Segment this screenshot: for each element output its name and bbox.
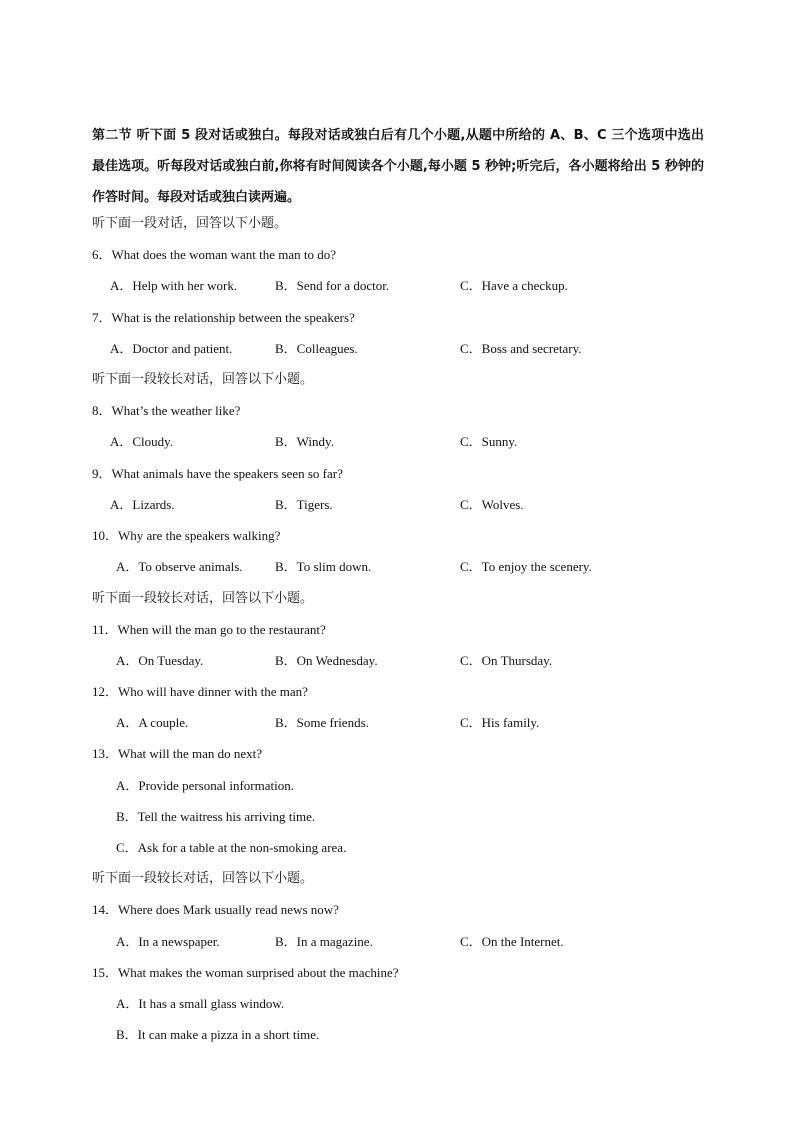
- question-8-stem: 8．What’s the weather like?: [92, 403, 241, 418]
- question-11-option-c: C．On Thursday.: [460, 653, 553, 668]
- question-14-option-a: A．In a newspaper.: [116, 934, 220, 949]
- question-6-option-c: C．Have a checkup.: [460, 278, 568, 293]
- question-12-option-c: C．His family.: [460, 715, 540, 730]
- section-heading: 第二节 听下面 5 段对话或独白。每段对话或独白后有几个小题,从题中所给的 A、B、C 三个选项中选出最佳选项。听每段对话或独白前,你将有时间阅读各个小题,每小题 5 秒钟;听完后，各小题将给出 5 秒钟的作答时间。每段对话或独白读两遍。: [92, 128, 704, 205]
- question-7-stem: 7．What is the relationship between the speakers?: [92, 310, 355, 325]
- instruction-4: 听下面一段较长对话，回答以下小题。: [92, 871, 314, 886]
- question-10-option-a: A．To observe animals.: [116, 559, 243, 574]
- question-15-stem: 15．What makes the woman surprised about the machine?: [92, 965, 399, 980]
- question-6-stem: 6．What does the woman want the man to do?: [92, 247, 337, 262]
- question-9-option-a: A．Lizards.: [110, 497, 175, 512]
- question-15-option-a: A．It has a small glass window.: [116, 996, 285, 1011]
- question-6-option-a: A．Help with her work.: [110, 278, 238, 293]
- instruction-3: 听下面一段较长对话，回答以下小题。: [92, 591, 314, 606]
- question-7-option-c: C．Boss and secretary.: [460, 341, 582, 356]
- question-11-option-b: B．On Wednesday.: [275, 653, 378, 668]
- question-11-stem: 11．When will the man go to the restaurant?: [92, 622, 326, 637]
- question-14-option-c: C．On the Internet.: [460, 934, 564, 949]
- question-15-option-b: B．It can make a pizza in a short time.: [116, 1027, 320, 1042]
- question-12-option-a: A．A couple.: [116, 715, 189, 730]
- question-7-option-a: A．Doctor and patient.: [110, 341, 233, 356]
- question-10-stem: 10．Why are the speakers walking?: [92, 528, 281, 543]
- question-9-stem: 9．What animals have the speakers seen so far?: [92, 466, 343, 481]
- question-8-option-b: B．Windy.: [275, 434, 334, 449]
- question-13-option-a: A．Provide personal information.: [116, 778, 294, 793]
- question-8-option-a: A．Cloudy.: [110, 434, 174, 449]
- question-9-option-c: C．Wolves.: [460, 497, 524, 512]
- instruction-1: 听下面一段对话，回答以下小题。: [92, 216, 288, 231]
- question-14-option-b: B．In a magazine.: [275, 934, 373, 949]
- instruction-2: 听下面一段较长对话，回答以下小题。: [92, 372, 314, 387]
- question-13-option-c: C．Ask for a table at the non-smoking area.: [116, 840, 347, 855]
- question-11-option-a: A．On Tuesday.: [116, 653, 204, 668]
- question-12-option-b: B．Some friends.: [275, 715, 369, 730]
- question-10-option-b: B．To slim down.: [275, 559, 372, 574]
- question-9-option-b: B．Tigers.: [275, 497, 333, 512]
- question-13-option-b: B．Tell the waitress his arriving time.: [116, 809, 316, 824]
- question-12-stem: 12．Who will have dinner with the man?: [92, 684, 308, 699]
- question-8-option-c: C．Sunny.: [460, 434, 518, 449]
- question-6-option-b: B．Send for a doctor.: [275, 278, 390, 293]
- question-10-option-c: C．To enjoy the scenery.: [460, 559, 592, 574]
- question-7-option-b: B．Colleagues.: [275, 341, 358, 356]
- question-13-stem: 13．What will the man do next?: [92, 746, 263, 761]
- question-14-stem: 14．Where does Mark usually read news now?: [92, 902, 339, 917]
